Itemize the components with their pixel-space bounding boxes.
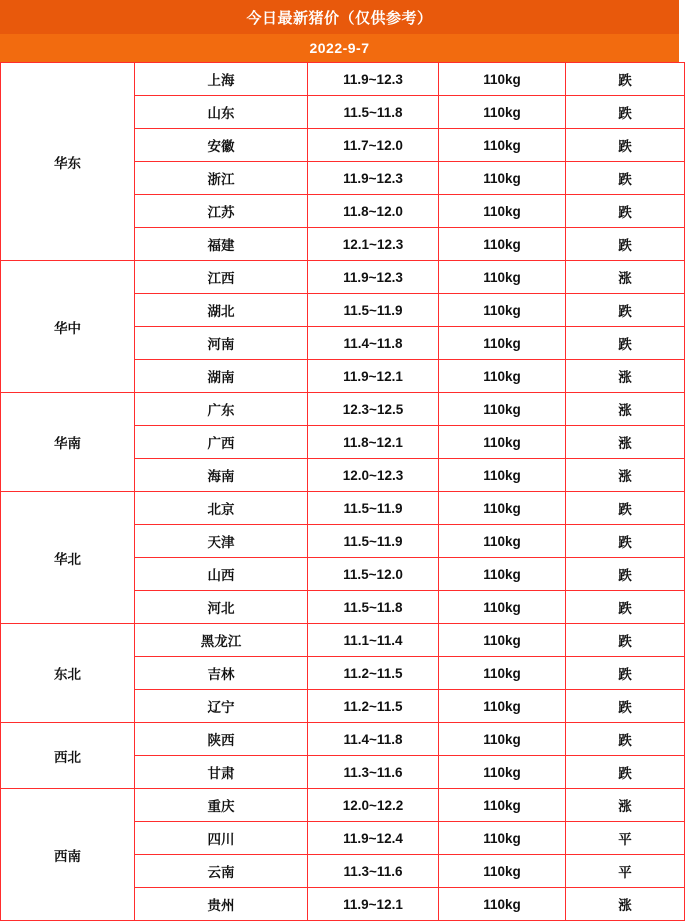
price-cell: 12.0~12.3	[308, 459, 439, 492]
weight-cell: 110kg	[439, 129, 566, 162]
weight-cell: 110kg	[439, 558, 566, 591]
price-cell: 11.3~11.6	[308, 855, 439, 888]
price-cell: 12.1~12.3	[308, 228, 439, 261]
table-row	[1, 492, 685, 525]
price-cell: 11.5~11.9	[308, 294, 439, 327]
weight-cell: 110kg	[439, 459, 566, 492]
page-title-text: 今日最新猪价（仅供参考）	[246, 9, 433, 27]
weight-cell: 110kg	[439, 162, 566, 195]
trend-cell: 涨	[566, 459, 685, 492]
price-cell: 11.9~12.3	[308, 162, 439, 195]
price-cell: 11.8~12.1	[308, 426, 439, 459]
weight-cell: 110kg	[439, 723, 566, 756]
trend-cell: 跌	[566, 327, 685, 360]
table-row	[1, 63, 685, 96]
price-cell: 12.0~12.2	[308, 789, 439, 822]
price-cell: 11.4~11.8	[308, 723, 439, 756]
trend-cell: 涨	[566, 789, 685, 822]
weight-cell: 110kg	[439, 690, 566, 723]
trend-cell: 跌	[566, 657, 685, 690]
weight-cell: 110kg	[439, 228, 566, 261]
table-row	[1, 723, 685, 756]
region-cell: 华南	[1, 393, 135, 492]
price-cell: 11.5~12.0	[308, 558, 439, 591]
price-cell: 11.9~12.1	[308, 888, 439, 921]
trend-cell: 跌	[566, 723, 685, 756]
region-cell: 西南	[1, 789, 135, 921]
trend-cell: 跌	[566, 756, 685, 789]
weight-cell: 110kg	[439, 789, 566, 822]
trend-cell: 涨	[566, 261, 685, 294]
trend-cell: 跌	[566, 624, 685, 657]
trend-cell: 跌	[566, 558, 685, 591]
weight-cell: 110kg	[439, 360, 566, 393]
weight-cell: 110kg	[439, 294, 566, 327]
date-text: 2022-9-7	[309, 40, 370, 56]
province-cell: 天津	[135, 525, 308, 558]
province-cell: 浙江	[135, 162, 308, 195]
trend-cell: 涨	[566, 360, 685, 393]
province-cell: 安徽	[135, 129, 308, 162]
region-cell: 华北	[1, 492, 135, 624]
trend-cell: 平	[566, 855, 685, 888]
region-cell: 东北	[1, 624, 135, 723]
province-cell: 山东	[135, 96, 308, 129]
trend-cell: 跌	[566, 228, 685, 261]
province-cell: 上海	[135, 63, 308, 96]
province-cell: 黑龙江	[135, 624, 308, 657]
trend-cell: 平	[566, 822, 685, 855]
trend-cell: 跌	[566, 63, 685, 96]
price-cell: 11.1~11.4	[308, 624, 439, 657]
price-cell: 11.2~11.5	[308, 657, 439, 690]
weight-cell: 110kg	[439, 591, 566, 624]
trend-cell: 跌	[566, 96, 685, 129]
trend-cell: 跌	[566, 195, 685, 228]
date-bar	[0, 34, 679, 62]
price-cell: 11.5~11.8	[308, 96, 439, 129]
province-cell: 河北	[135, 591, 308, 624]
trend-cell: 涨	[566, 426, 685, 459]
weight-cell: 110kg	[439, 261, 566, 294]
weight-cell: 110kg	[439, 855, 566, 888]
weight-cell: 110kg	[439, 657, 566, 690]
province-cell: 北京	[135, 492, 308, 525]
province-cell: 广西	[135, 426, 308, 459]
weight-cell: 110kg	[439, 525, 566, 558]
trend-cell: 涨	[566, 393, 685, 426]
page-title	[0, 0, 679, 34]
weight-cell: 110kg	[439, 822, 566, 855]
price-cell: 11.4~11.8	[308, 327, 439, 360]
province-cell: 河南	[135, 327, 308, 360]
table-row	[1, 393, 685, 426]
price-cell: 11.3~11.6	[308, 756, 439, 789]
trend-cell: 跌	[566, 492, 685, 525]
price-cell: 11.5~11.9	[308, 525, 439, 558]
price-cell: 11.5~11.8	[308, 591, 439, 624]
province-cell: 海南	[135, 459, 308, 492]
price-cell: 11.7~12.0	[308, 129, 439, 162]
trend-cell: 跌	[566, 294, 685, 327]
trend-cell: 跌	[566, 525, 685, 558]
province-cell: 甘肃	[135, 756, 308, 789]
trend-cell: 涨	[566, 888, 685, 921]
weight-cell: 110kg	[439, 888, 566, 921]
province-cell: 重庆	[135, 789, 308, 822]
province-cell: 江西	[135, 261, 308, 294]
trend-cell: 跌	[566, 690, 685, 723]
price-cell: 12.3~12.5	[308, 393, 439, 426]
price-cell: 11.9~12.3	[308, 63, 439, 96]
weight-cell: 110kg	[439, 756, 566, 789]
price-cell: 11.9~12.3	[308, 261, 439, 294]
province-cell: 山西	[135, 558, 308, 591]
province-cell: 江苏	[135, 195, 308, 228]
province-cell: 广东	[135, 393, 308, 426]
table-row	[1, 789, 685, 822]
province-cell: 陕西	[135, 723, 308, 756]
region-cell: 华东	[1, 63, 135, 261]
weight-cell: 110kg	[439, 327, 566, 360]
province-cell: 贵州	[135, 888, 308, 921]
table-row	[1, 624, 685, 657]
trend-cell: 跌	[566, 129, 685, 162]
weight-cell: 110kg	[439, 96, 566, 129]
province-cell: 福建	[135, 228, 308, 261]
price-cell: 11.5~11.9	[308, 492, 439, 525]
price-cell: 11.9~12.4	[308, 822, 439, 855]
price-table	[0, 62, 685, 921]
trend-cell: 跌	[566, 591, 685, 624]
weight-cell: 110kg	[439, 492, 566, 525]
province-cell: 四川	[135, 822, 308, 855]
province-cell: 湖南	[135, 360, 308, 393]
price-cell: 11.8~12.0	[308, 195, 439, 228]
price-cell: 11.2~11.5	[308, 690, 439, 723]
weight-cell: 110kg	[439, 624, 566, 657]
region-cell: 华中	[1, 261, 135, 393]
region-cell: 西北	[1, 723, 135, 789]
province-cell: 云南	[135, 855, 308, 888]
weight-cell: 110kg	[439, 195, 566, 228]
table-row	[1, 261, 685, 294]
province-cell: 湖北	[135, 294, 308, 327]
weight-cell: 110kg	[439, 393, 566, 426]
province-cell: 吉林	[135, 657, 308, 690]
weight-cell: 110kg	[439, 63, 566, 96]
price-cell: 11.9~12.1	[308, 360, 439, 393]
weight-cell: 110kg	[439, 426, 566, 459]
province-cell: 辽宁	[135, 690, 308, 723]
trend-cell: 跌	[566, 162, 685, 195]
